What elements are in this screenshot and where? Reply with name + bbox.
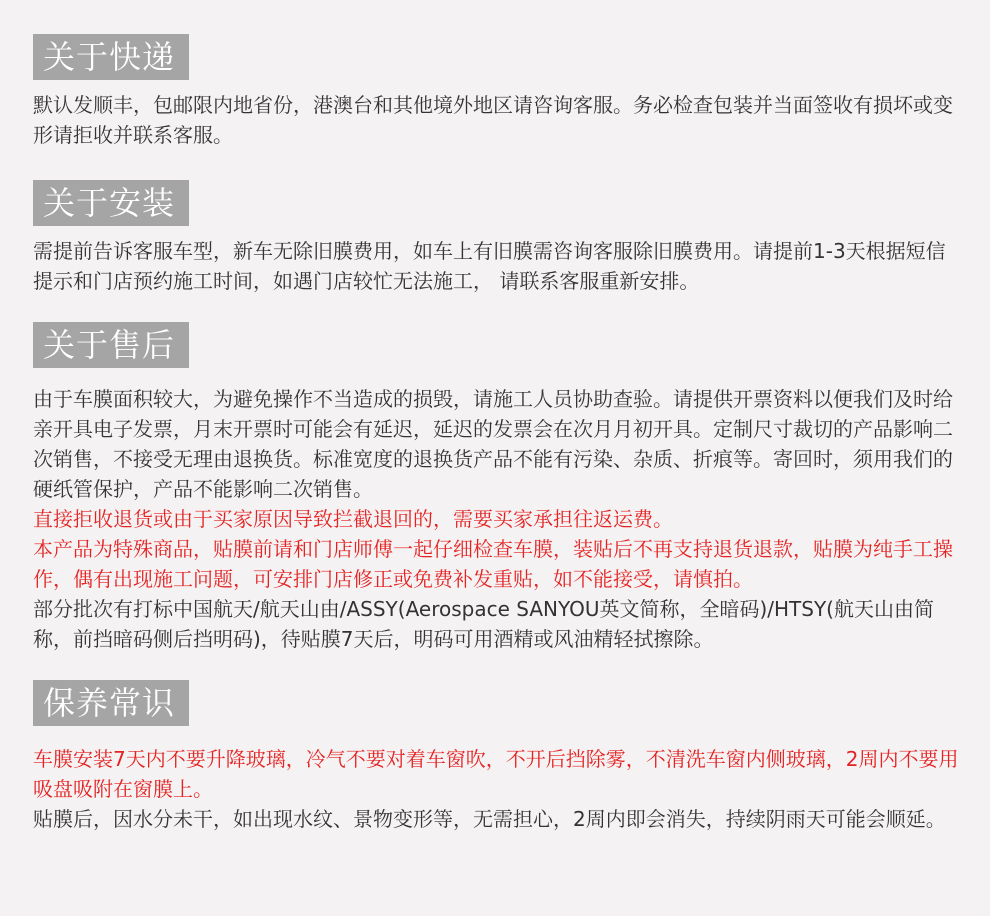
section-after-sales <box>33 322 960 654</box>
section-heading-install: 关于安装 <box>33 180 189 226</box>
section-install <box>33 180 960 296</box>
care-warning-paragraph: 车膜安装7天内不要升降玻璃，冷气不要对着车窗吹，不开后挡除雾，不清洗车窗内侧玻璃，2周内不要用吸盘吸附在窗膜上。 <box>33 747 959 801</box>
express-paragraph: 默认发顺丰，包邮限内地省份，港澳台和其他境外地区请咨询客服。务必检查包装并当面签收有损坏或变形请拒收并联系客服。 <box>33 93 953 147</box>
after-sales-marking-note: 部分批次有打标中国航天/航天山由/ASSY(Aerospace SANYOU英文简称，全暗码)/HTSY(航天山由简称，前挡暗码侧后挡明码)，待贴膜7天后，明码可用酒精或风油精轻拭擦除。 <box>33 597 934 651</box>
section-heading-after-sales: 关于售后 <box>33 322 189 368</box>
after-sales-paragraph: 由于车膜面积较大，为避免操作不当造成的损毁，请施工人员协助查验。请提供开票资料以便我们及时给亲开具电子发票，月末开票时可能会有延迟，延迟的发票会在次月月初开具。定制尺寸裁切的产品影响二次销售，不接受无理由退换货。标准宽度的退换货产品不能有污染、杂质、折痕等。寄回时，须用我们的硬纸管保护，产品不能影响二次销售。 <box>33 387 953 501</box>
install-paragraph: 需提前告诉客服车型，新车无除旧膜费用，如车上有旧膜需咨询客服除旧膜费用。请提前1-3天根据短信提示和门店预约施工时间，如遇门店较忙无法施工， 请联系客服重新安排。 <box>33 239 946 293</box>
section-heading-express: 关于快递 <box>33 34 189 80</box>
after-sales-warning-special-product: 本产品为特殊商品，贴膜前请和门店师傅一起仔细检查车膜，装贴后不再支持退货退款，贴膜为纯手工操作，偶有出现施工问题，可安排门店修正或免费补发重贴，如不能接受，请慎拍。 <box>33 537 953 591</box>
section-heading-care: 保养常识 <box>33 680 189 726</box>
section-care <box>33 680 960 834</box>
section-express <box>33 34 960 150</box>
care-paragraph: 贴膜后，因水分未干，如出现水纹、景物变形等，无需担心，2周内即会消失，持续阴雨天可能会顺延。 <box>33 807 946 831</box>
after-sales-warning-return-shipping: 直接拒收退货或由于买家原因导致拦截退回的，需要买家承担往返运费。 <box>33 507 673 531</box>
